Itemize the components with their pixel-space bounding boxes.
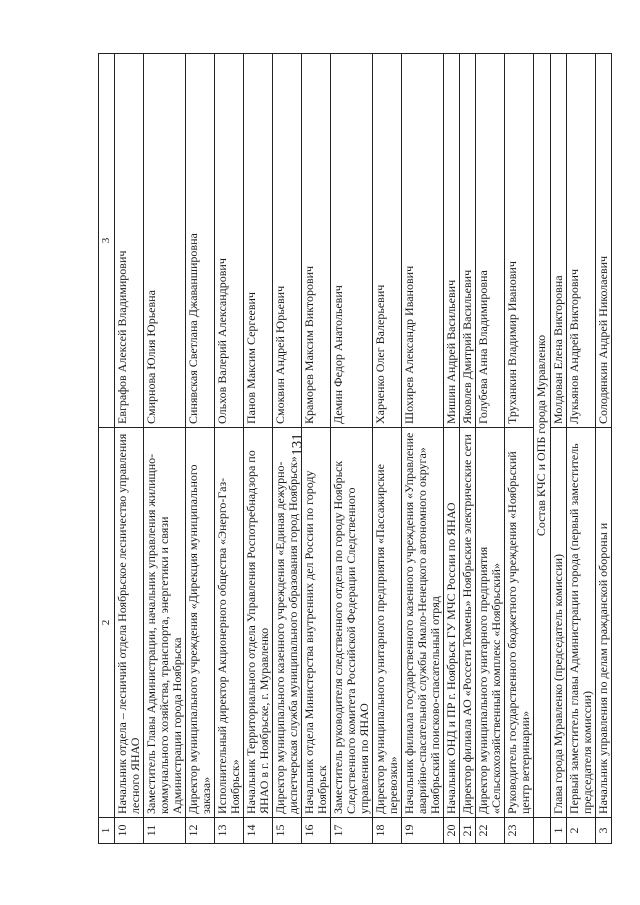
position-cell: Заместитель руководителя следственного отдела по городу Ноябрьск Следственного комитета Российской Федерации Следственного управления по ЯНАО	[331, 428, 373, 818]
position-cell: Глава города Муравленко (председатель комиссии)	[551, 428, 567, 818]
name-cell: Шохирев Александр Иванович	[402, 54, 444, 428]
table-row	[551, 54, 567, 844]
table-row	[244, 54, 273, 844]
name-cell: Панов Максим Сергеевич	[244, 54, 273, 428]
row-number: 10	[115, 818, 144, 844]
name-cell: Демин Федор Анатольевич	[331, 54, 373, 428]
table-row	[476, 54, 505, 844]
section-row	[534, 54, 551, 844]
table-header-row	[99, 54, 115, 844]
row-number: 1	[551, 818, 567, 844]
name-cell: Труханкин Владимир Иванович	[505, 54, 534, 428]
row-number: 11	[144, 818, 186, 844]
table-row	[144, 54, 186, 844]
name-cell: Мишин Андрей Васильевич	[444, 54, 460, 428]
header-col-2: 2	[99, 428, 115, 818]
table-row	[186, 54, 215, 844]
position-cell: Директор муниципального унитарного предприятия «Сельскохозяйственный комплекс «Ноябрьский»	[476, 428, 505, 818]
name-cell: Солодянкин Андрей Николаевич	[596, 54, 612, 428]
name-cell: Краморев Максим Викторович	[302, 54, 331, 428]
table-row	[567, 54, 596, 844]
row-number: 2	[567, 818, 596, 844]
row-number: 19	[402, 818, 444, 844]
table-row	[302, 54, 331, 844]
name-cell: Смоквин Андрей Юрьевич	[273, 54, 302, 428]
table-row	[402, 54, 444, 844]
row-number: 21	[460, 818, 476, 844]
row-number: 12	[186, 818, 215, 844]
table-row	[331, 54, 373, 844]
position-cell: Заместитель Главы Администрации, начальник управления жилищно-коммунального хозяйства, транспорта, энергетики и связи Администрации города Ноябрьска	[144, 428, 186, 818]
section-title: Состав КЧС и ОПБ города Муравленко	[534, 54, 551, 818]
name-cell: Харченко Олег Валерьевич	[373, 54, 402, 428]
row-number: 13	[215, 818, 244, 844]
table-row	[273, 54, 302, 844]
header-col-3: 3	[99, 54, 115, 428]
table-row	[115, 54, 144, 844]
page-number: 131	[289, 433, 306, 456]
row-number: 18	[373, 818, 402, 844]
name-cell: Смирнова Юлия Юрьевна	[144, 54, 186, 428]
position-cell: Начальник филиала государственного казенного учреждения «Управление аварийно-спасательной службы Ямало-Ненецкого автономного округа» Ноябрьский поисково-спасательный отряд	[402, 428, 444, 818]
position-cell: Первый заместитель главы Администрации города (первый заместитель председателя комиссии)	[567, 428, 596, 818]
name-cell: Голубева Анна Владимировна	[476, 54, 505, 428]
table-row	[444, 54, 460, 844]
document-table-container	[98, 54, 610, 844]
table-row	[460, 54, 476, 844]
header-col-1: 1	[99, 818, 115, 844]
position-cell: Директор муниципального казенного учреждения «Единая дежурно-диспетчерская служба муниципального образования город Ноябрьск»	[273, 428, 302, 818]
row-number: 14	[244, 818, 273, 844]
table-row	[215, 54, 244, 844]
position-cell: Начальник управления по делам гражданской обороны и	[596, 428, 612, 818]
position-cell: Директор филиала АО «Россети Тюмень» Ноябрьские электрические сети	[460, 428, 476, 818]
table-row	[373, 54, 402, 844]
name-cell: Ольхов Валерий Александрович	[215, 54, 244, 428]
row-number: 16	[302, 818, 331, 844]
position-cell: Начальник отдела Министерства внутренних дел России по городу Ноябрьск	[302, 428, 331, 818]
position-cell: Исполнительный директор Акционерного общества «Энерго-Газ-Ноябрьск»	[215, 428, 244, 818]
row-number: 3	[596, 818, 612, 844]
position-cell: Начальник Территориального отдела Управления Роспотребнадзора по ЯНАО в г. Ноябрьске, г. Муравленко	[244, 428, 273, 818]
position-cell: Директор муниципального учреждения «Дирекция муниципального заказа»	[186, 428, 215, 818]
row-number: 17	[331, 818, 373, 844]
position-cell: Начальник отдела – лесничий отдела Ноябрьское лесничество управления лесного ЯНАО	[115, 428, 144, 818]
name-cell: Молдован Елена Викторовна	[551, 54, 567, 428]
position-cell: Руководитель государственного бюджетного учреждения «Ноябрьский центр ветеринарии»	[505, 428, 534, 818]
section-empty-cell	[534, 818, 551, 844]
name-cell: Лукьянов Андрей Викторович	[567, 54, 596, 428]
name-cell: Яковлев Дмитрий Васильевич	[460, 54, 476, 428]
table-row	[505, 54, 534, 844]
position-cell: Директор муниципального унитарного предприятия «Пассажирские перевозки»	[373, 428, 402, 818]
name-cell: Евграфов Алексей Владимирович	[115, 54, 144, 428]
row-number: 20	[444, 818, 460, 844]
name-cell: Синявская Светлана Джаваншировна	[186, 54, 215, 428]
commission-table	[98, 53, 612, 844]
table-row	[596, 54, 612, 844]
row-number: 23	[505, 818, 534, 844]
row-number: 22	[476, 818, 505, 844]
position-cell: Начальник ОНД и ПР г. Ноябрьск ГУ МЧС России по ЯНАО	[444, 428, 460, 818]
row-number: 15	[273, 818, 302, 844]
